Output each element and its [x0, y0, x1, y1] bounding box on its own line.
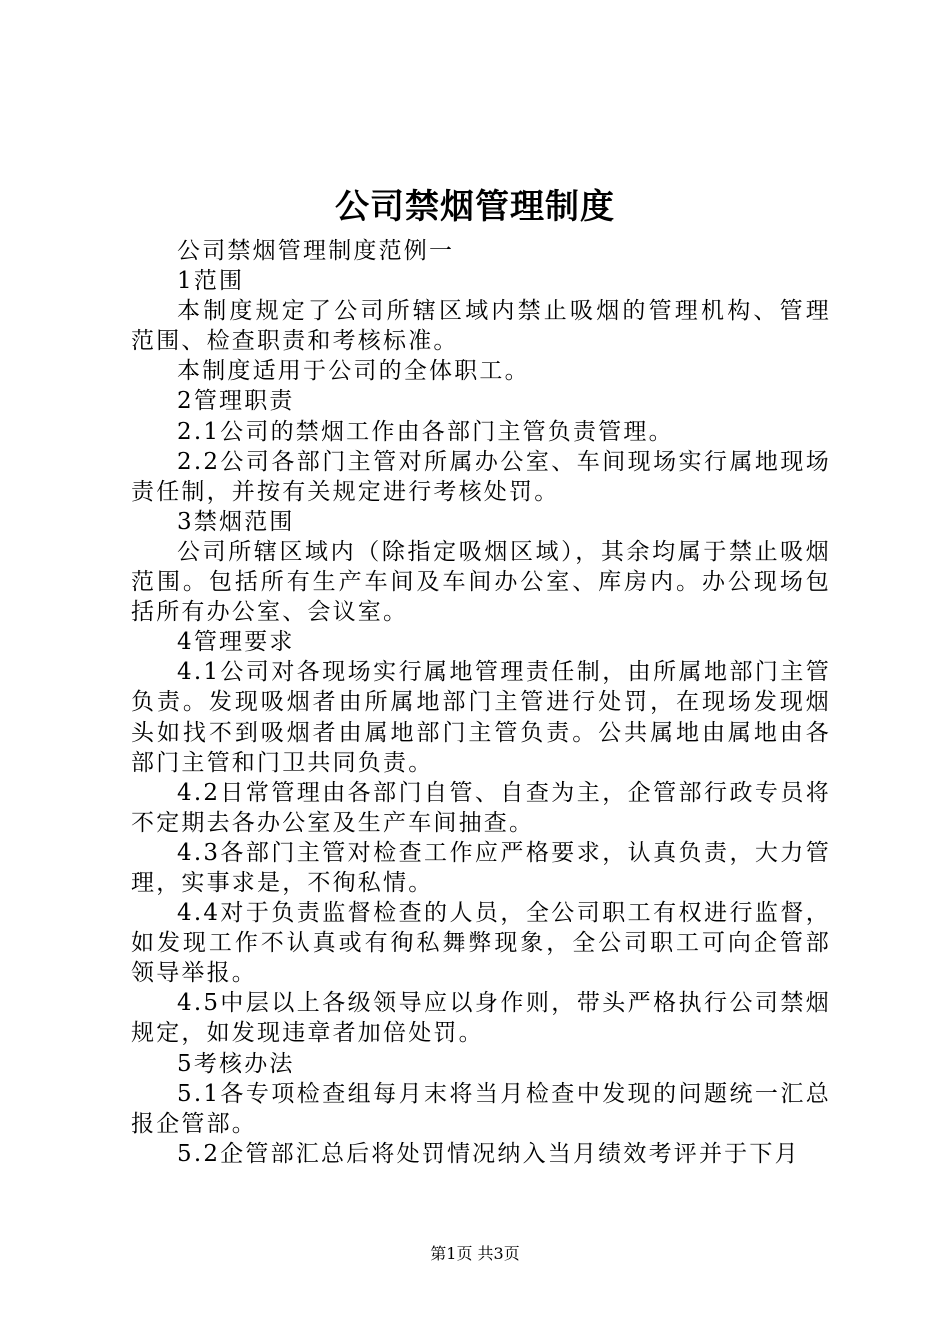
document-body	[131, 236, 831, 1169]
section-heading-smoke-free-area: 3禁烟范围	[177, 508, 295, 535]
paragraph-4-5: 4.5中层以上各级领导应以身作则，带头严格执行公司禁烟规定，如发现违章者加倍处罚。	[131, 990, 831, 1047]
section-heading-assessment: 5考核办法	[177, 1050, 295, 1077]
paragraph-4-3: 4.3各部门主管对检查工作应严格要求，认真负责，大力管理，实事求是，不徇私情。	[131, 839, 831, 896]
paragraph-example-heading: 公司禁烟管理制度范例一	[177, 238, 455, 264]
paragraph-4-4: 4.4对于负责监督检查的人员，全公司职工有权进行监督，如发现工作不认真或有徇私舞弊现象，全公司职工可向企管部领导举报。	[131, 900, 831, 987]
section-heading-responsibilities: 2管理职责	[177, 388, 295, 415]
paragraph-scope-definition: 本制度规定了公司所辖区域内禁止吸烟的管理机构、管理范围、检查职责和考核标准。	[131, 298, 831, 355]
paragraph-smoke-free-area: 公司所辖区域内（除指定吸烟区域），其余均属于禁止吸烟范围。包括所有生产车间及车间办公室、库房内。办公现场包括所有办公室、会议室。	[131, 538, 831, 626]
section-heading-scope: 1范围	[177, 268, 245, 295]
paragraph-5-2: 5.2企管部汇总后将处罚情况纳入当月绩效考评并于下月	[177, 1140, 800, 1167]
document-title: 公司禁烟管理制度	[335, 187, 615, 227]
section-heading-requirements: 4管理要求	[177, 629, 295, 656]
paragraph-4-2: 4.2日常管理由各部门自管、自查为主，企管部行政专员将不定期去各办公室及生产车间抽查。	[131, 779, 831, 836]
paragraph-scope-applicability: 本制度适用于公司的全体职工。	[177, 358, 530, 385]
paragraph-4-1: 4.1公司对各现场实行属地管理责任制，由所属地部门主管负责。发现吸烟者由所属地部门主管进行处罚，在现场发现烟头如找不到吸烟者由属地部门主管负责。公共属地由属地由各部门主管和门卫共同负责。	[131, 659, 831, 776]
paragraph-2-2: 2.2公司各部门主管对所属办公室、车间现场实行属地现场责任制，并按有关规定进行考核处罚。	[131, 448, 831, 505]
paragraph-2-1: 2.1公司的禁烟工作由各部门主管负责管理。	[177, 418, 674, 445]
page-number-footer: 第1页 共3页	[430, 1244, 520, 1263]
paragraph-5-1: 5.1各专项检查组每月末将当月检查中发现的问题统一汇总报企管部。	[131, 1080, 831, 1137]
